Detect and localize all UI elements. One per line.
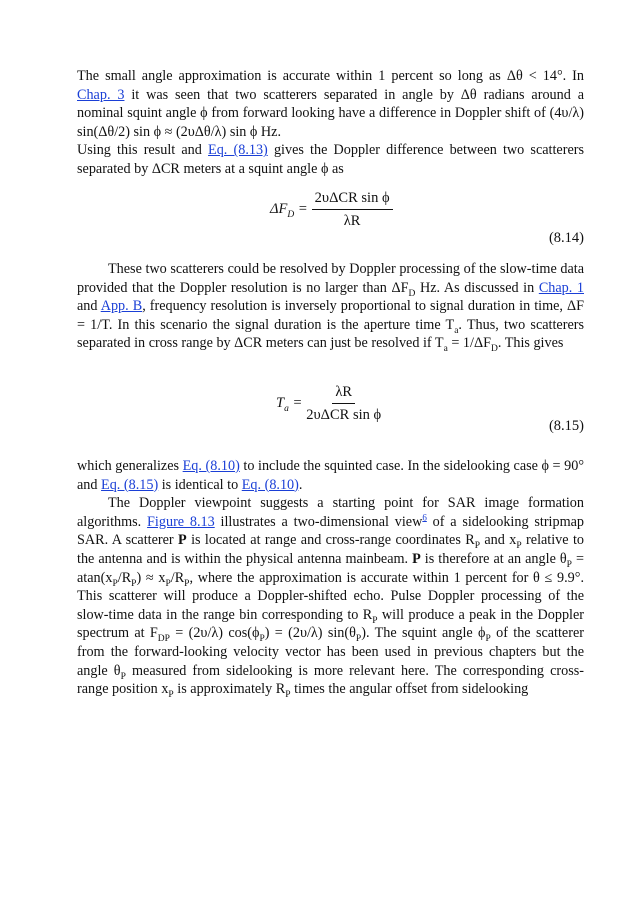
text-block-middle: [77, 260, 584, 353]
paragraph-resolution: These two scatterers could be resolved by Doppler processing of the slow-time data provided that the Doppler resolution is no larger than $\Delta F_D$ Hz. As discussed in Chap. 1 and App. B, frequency resolution is inversely proportional to signal duration in time, ΔF = 1/T. In this scenario the signal duration is the aperture time $T_a$. Thus, two scatterers separated in cross range by ΔCR meters can just be resolved if $T_a = 1/\Delta F_D$. This gives: [77, 261, 584, 355]
link-eq-8-15[interactable]: Eq. (8.15): [101, 476, 159, 493]
link-eq-8-10[interactable]: Eq. (8.10): [182, 458, 240, 474]
paragraph-generalizes: which generalizes Eq. (8.10) to include the squinted case. In the sidelooking case ϕ = 90° and Eq. (8.15) is identical to Eq. (8.10).: [77, 458, 585, 493]
equation-number: (8.14): [548, 230, 584, 246]
link-chap-3[interactable]: Chap. 3: [77, 86, 125, 103]
link-app-b[interactable]: App. B: [100, 298, 143, 315]
paragraph-doppler-viewpoint: The Doppler viewpoint suggests a starting point for SAR image formation algorithms. Figure 8.13 illustrates a two-dimensional view$^6$ of a sidelooking stripmap SAR. A scatterer P is located at range and cross-range coordinates $R_P$ and $x_P$ relative to the antenna and is within the physical antenna mainbeam. P is therefore at an angle $\theta_P = atan(x_P/R_P) \approx x_P/R_P$, where the approximation is accurate within 1 percent for θ ≤ 9.9°. This scatterer will produce a Doppler-shifted echo. Pulse Doppler processing of the slow-time data in the range bin corresponding to $R_P$ will produce a peak in the Doppler spectrum at $F_{DP} = (2\upsilon/\lambda) \cos(\phi_P) = (2\upsilon/\lambda)$ $\sin(\theta_P)$. The squint angle $\phi_P$ of the scatterer from the forward-looking velocity vector has been used in previous chapters but the angle $\theta_P$ measured from sidelooking is more relevant here. The corresponding cross-range position $x_P$ is approximately $R_P$ times the angular offset from sidelooking: [77, 495, 584, 700]
footnote-link-6[interactable]: 6: [422, 512, 427, 523]
link-eq-8-10-second[interactable]: Eq. (8.10): [241, 476, 299, 493]
text-block-top: [77, 67, 584, 179]
numerator: λR: [332, 383, 355, 404]
link-eq-8-13[interactable]: Eq. (8.13): [208, 142, 268, 159]
equation-8-15: $T_a$ = $\frac{\lambda R}{\text{2υΔCR sin ϕ}}$ (8.15): [276, 383, 584, 434]
equation-8-14: $\Delta F_D$ = $\frac{\text{2υΔCR sin ϕ}}{\lambda R}$ (8.14): [270, 189, 584, 246]
numerator: 2υΔCR sin ϕ: [312, 189, 393, 210]
fraction: [306, 383, 381, 424]
equation-number: (8.15): [548, 418, 584, 434]
paragraph-doppler-difference: Using this result and Eq. (8.13) gives the Doppler difference between two scatterers separated by ΔCR meters at a squint angle ϕ as: [77, 142, 584, 177]
denominator: 2υΔCR sin ϕ: [306, 406, 382, 423]
paragraph-small-angle: The small angle approximation is accurate within 1 percent so long as Δθ < 14°. In Chap. 3 it was seen that two scatterers separated in angle by Δθ radians around a nominal squint angle ϕ from forward looking have a difference in Doppler shift of (4υ/λ) sin(Δθ/2) sin ϕ ≈ (2υΔθ/λ) sin ϕ Hz.: [77, 68, 584, 140]
denominator: λR: [343, 212, 361, 229]
link-figure-8-13[interactable]: Figure 8.13: [147, 513, 215, 530]
fraction: [312, 189, 393, 230]
text-block-bottom: [77, 457, 584, 699]
link-chap-1[interactable]: Chap. 1: [538, 279, 584, 296]
